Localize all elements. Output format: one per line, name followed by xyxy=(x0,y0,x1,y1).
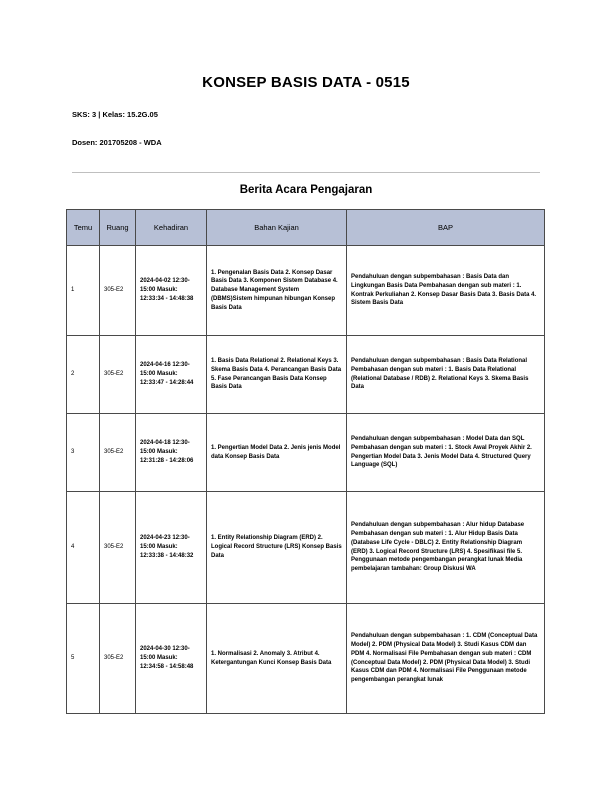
cell-bap: Pendahuluan dengan subpembahasan : 1. CDM (Conceptual Data Model) 2. PDM (Physical Data Model) 3. Studi Kasus CDM dan PDM 4. Normalisasi File Pembahasan dengan sub materi : CDM (Conceptual Data Model) 2. PDM (Physical Data Model) 3. Studi Kasus CDM dan PDM 4. Normalisasi File Penggunaan metode pengembangan perangkat lunak xyxy=(347,604,545,714)
divider xyxy=(72,172,540,173)
table-row xyxy=(67,246,545,336)
header-bahan-kajian: Bahan Kajian xyxy=(207,210,347,246)
lecturer-info: Dosen: 201705208 - WDA xyxy=(72,138,162,147)
table-row xyxy=(67,492,545,604)
table-header-row xyxy=(67,210,545,246)
cell-bahan-kajian: 1. Pengenalan Basis Data 2. Konsep Dasar Basis Data 3. Komponen Sistem Database 4. Database Management System (DBMS)Sistem himpunan hibungan Konsep Basis Data xyxy=(207,246,347,336)
cell-temu: 2 xyxy=(67,336,100,414)
cell-bap: Pendahuluan dengan subpembahasan : Basis Data Relational Pembahasan dengan sub materi : 1. Basis Data Relational (Relational Database / RDB) 2. Relational Keys 3. Skema Basis Data xyxy=(347,336,545,414)
cell-temu: 1 xyxy=(67,246,100,336)
cell-ruang: 305-E2 xyxy=(100,492,136,604)
cell-temu: 4 xyxy=(67,492,100,604)
cell-bahan-kajian: 1. Pengertian Model Data 2. Jenis jenis Model data Konsep Basis Data xyxy=(207,414,347,492)
header-temu: Temu xyxy=(67,210,100,246)
cell-kehadiran: 2024-04-16 12:30-15:00 Masuk: 12:33:47 - 14:28:44 xyxy=(136,336,207,414)
document-title: KONSEP BASIS DATA - 0515 xyxy=(202,74,410,91)
cell-bap: Pendahuluan dengan subpembahasan : Basis Data dan Lingkungan Basis Data Pembahasan dengan sub materi : 1. Kontrak Perkuliahan 2. Konsep Dasar Basis Data 3. Basis Data 4. Sistem Basis Data xyxy=(347,246,545,336)
header-kehadiran: Kehadiran xyxy=(136,210,207,246)
cell-temu: 5 xyxy=(67,604,100,714)
table-row xyxy=(67,414,545,492)
header-bap: BAP xyxy=(347,210,545,246)
cell-bap: Pendahuluan dengan subpembahasan : Alur hidup Database Pembahasan dengan sub materi : 1. Alur Hidup Basis Data (Database Life Cycle - DBLC) 2. Entity Relationship Diagram (ERD) 3. Logical Record Structure (LRS) 4. Spesifikasi file 5. Penggunaan metode pengembangan perangkat lunak Media pembelajaran tambahan: Group Diskusi WA xyxy=(347,492,545,604)
cell-kehadiran: 2024-04-30 12:30-15:00 Masuk: 12:34:58 - 14:58:48 xyxy=(136,604,207,714)
course-info: SKS: 3 | Kelas: 15.2G.05 xyxy=(72,110,158,119)
cell-kehadiran: 2024-04-23 12:30-15:00 Masuk: 12:33:38 - 14:48:32 xyxy=(136,492,207,604)
cell-ruang: 305-E2 xyxy=(100,246,136,336)
cell-ruang: 305-E2 xyxy=(100,414,136,492)
header-ruang: Ruang xyxy=(100,210,136,246)
bap-table xyxy=(66,209,545,714)
cell-bahan-kajian: 1. Basis Data Relational 2. Relational Keys 3. Skema Basis Data 4. Perancangan Basis Data 5. Fase Perancangan Basis Data Konsep Basis Data xyxy=(207,336,347,414)
cell-kehadiran: 2024-04-18 12:30-15:00 Masuk: 12:31:28 - 14:28:06 xyxy=(136,414,207,492)
section-title: Berita Acara Pengajaran xyxy=(239,184,373,196)
cell-bahan-kajian: 1. Entity Relationship Diagram (ERD) 2. Logical Record Structure (LRS) Konsep Basis Data xyxy=(207,492,347,604)
cell-bap: Pendahuluan dengan subpembahasan : Model Data dan SQL Pembahasan dengan sub materi : 1. Stock Awal Proyek Akhir 2. Pengertian Model Data 3. Jenis Model Data 4. Structured Query Language (SQL) xyxy=(347,414,545,492)
cell-ruang: 305-E2 xyxy=(100,604,136,714)
table-row xyxy=(67,604,545,714)
cell-kehadiran: 2024-04-02 12:30-15:00 Masuk: 12:33:34 - 14:48:38 xyxy=(136,246,207,336)
table-row xyxy=(67,336,545,414)
cell-bahan-kajian: 1. Normalisasi 2. Anomaly 3. Atribut 4. Ketergantungan Kunci Konsep Basis Data xyxy=(207,604,347,714)
cell-ruang: 305-E2 xyxy=(100,336,136,414)
cell-temu: 3 xyxy=(67,414,100,492)
